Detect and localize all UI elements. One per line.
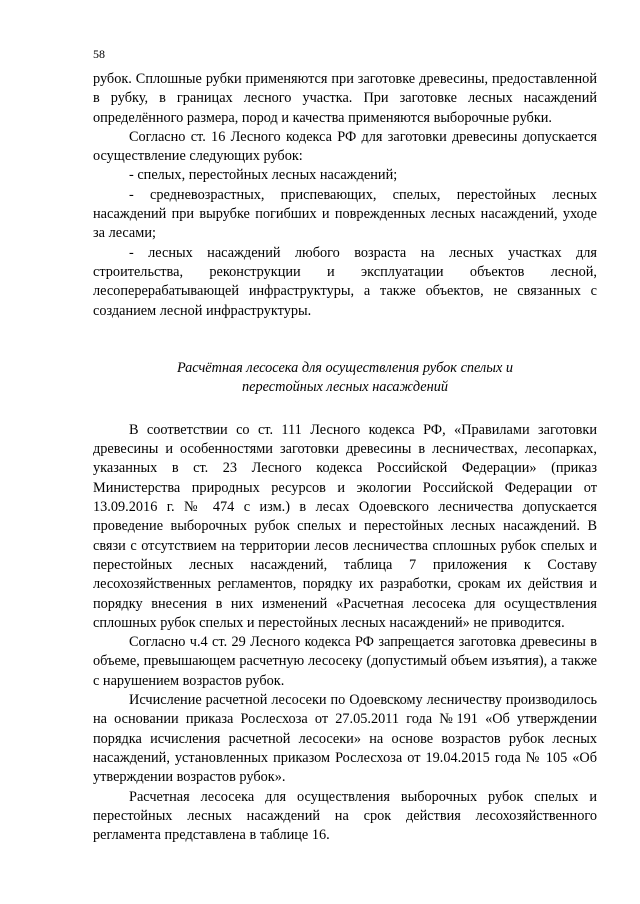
paragraph: В соответствии со ст. 111 Лесного кодекса РФ, «Правилами заготовки древесины и особенностями заготовки древесины в лесничествах, лесопарках, указанных в ст. 23 Лесного кодекса Российской Федерации» (приказ Министерства природных ресурсов и экологии Российской Федерации от 13.09.2016 г. № 474 с изм.) в лесах Одоевского лесничества допускается проведение выборочных рубок спелых и перестойных лесных насаждений. В связи с отсутствием на территории лесов лесничества сплошных рубок спелых и перестойных лесных насаждений, таблица 7 приложения к Составу лесохозяйственных регламентов, порядку их разработки, срокам их действия и порядку внесения в них изменений «Расчетная лесосека для осуществления сплошных рубок спелых и перестойных лесных насаждений» не приводится.	[93, 421, 597, 631]
paragraph: Согласно ст. 16 Лесного кодекса РФ для заготовки древесины допускается осуществление следующих рубок:	[93, 128, 597, 165]
paragraph: Согласно ч.4 ст. 29 Лесного кодекса РФ запрещается заготовка древесины в объеме, превышающем расчетную лесосеку (допустимый объем изъятия), а также с нарушением возрастов рубок.	[93, 634, 597, 689]
document-body	[93, 70, 597, 845]
section-heading-line: перестойных лесных насаждений	[241, 378, 449, 395]
list-item: - средневозрастных, приспевающих, спелых, перестойных лесных насаждений при вырубке погибших и поврежденных лесных насаждений, уходе за лесами;	[93, 186, 597, 242]
section-heading-line: Расчётная лесосека для осуществления рубок спелых и	[176, 359, 514, 376]
paragraph-continuation: рубок. Сплошные рубки применяются при заготовке древесины, предоставленной в рубку, в границах лесного участка. При заготовке лесных насаждений определённого размера, пород и качества применяются выборочные рубки.	[93, 71, 597, 126]
section-heading	[93, 359, 597, 397]
paragraph: Исчисление расчетной лесосеки по Одоевскому лесничеству производилось на основании приказа Рослесхоза от 27.05.2011 года №191 «Об утверждении порядка исчисления расчетной лесосеки» на основе возрастов рубок лесных насаждений, установленных приказом Рослесхоза от 19.04.2015 года № 105 «Об утверждении возрастов рубок».	[93, 692, 597, 786]
page-number: 58	[93, 47, 105, 61]
paragraph: Расчетная лесосека для осуществления выборочных рубок спелых и перестойных лесных насаждений на срок действия лесохозяйственного регламента представлена в таблице 16.	[93, 788, 597, 844]
list-item: - спелых, перестойных лесных насаждений;	[129, 167, 398, 184]
list-item: - лесных насаждений любого возраста на лесных участках для строительства, реконструкции и эксплуатации объектов лесной, лесоперерабатывающей инфраструктуры, а также объектов, не связанных с созданием лесной инфраструктуры.	[93, 244, 597, 319]
